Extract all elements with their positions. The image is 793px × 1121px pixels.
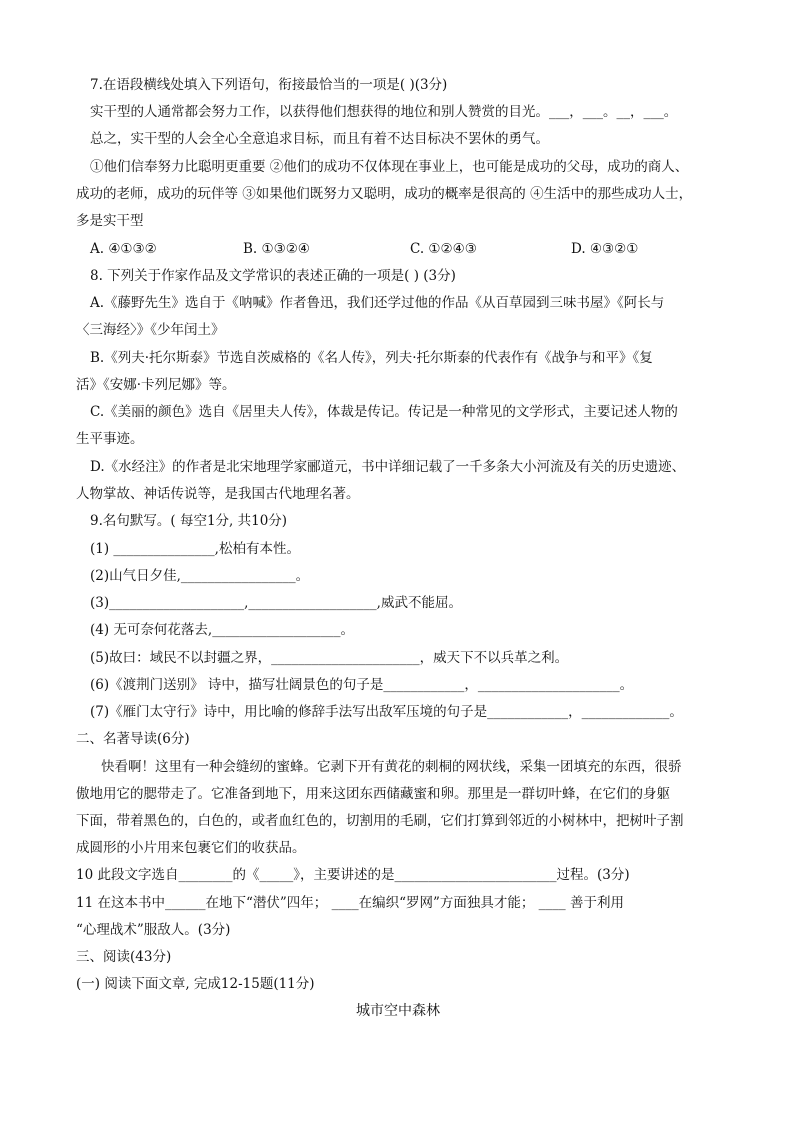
q9-item-5: (5)故曰：域民不以封疆之界，______________________，威天下不以兵革之利。 bbox=[90, 650, 569, 666]
q7-option-b: B. ①③②④ bbox=[243, 241, 310, 257]
q11-line-1: 11 在这本书中______在地下“潜伏”四年； ____在编织“罗网”方面独具才能； ____ 善于利用 bbox=[76, 895, 624, 911]
q8-option-d-line-1: D.《水经注》的作者是北宋地理学家郦道元，书中详细记载了一千多条大小河流及有关的历史遗迹、 bbox=[90, 459, 686, 475]
q7-option-c: C. ①②④③ bbox=[410, 241, 477, 257]
q9-item-4: (4) 无可奈何花落去,___________________。 bbox=[90, 622, 354, 638]
q10: 10 此段文字选自________的《_____》，主要讲述的是________________________过程。(3分) bbox=[76, 867, 630, 883]
q7-sentences-line-1: ①他们信奉努力比聪明更重要 ②他们的成功不仅体现在事业上，也可能是成功的父母，成功的商人、 bbox=[90, 159, 689, 175]
q9-item-1: (1) _______________,松柏有本性。 bbox=[90, 541, 300, 557]
q8-option-b-line-2: 活》《安娜·卡列尼娜》等。 bbox=[76, 377, 236, 393]
q8-stem: 8. 下列关于作家作品及文学常识的表述正确的一项是( ) (3分) bbox=[90, 268, 456, 284]
q7-stem: 7.在语段横线处填入下列语句，衔接最恰当的一项是( )(3分) bbox=[90, 77, 448, 93]
q7-option-a: A. ④①③② bbox=[90, 241, 157, 257]
q9-item-6: (6)《渡荆门送别》 诗中，描写壮阔景色的句子是____________，_____________________。 bbox=[90, 677, 634, 693]
q8-option-c-line-2: 生平事迹。 bbox=[76, 431, 144, 447]
section-2-para-line-2: 傲地用它的腮带走了。它准备到地下，用来这团东西储藏蜜和卵。那里是一群切叶蜂，在它们的身躯 bbox=[76, 786, 670, 802]
q7-passage-line-2: 总之，实干型的人会全心全意追求目标，而且有着不达目标决不罢休的勇气。 bbox=[90, 131, 549, 147]
section-2-heading: 二、名著导读(6分) bbox=[76, 731, 190, 747]
q8-option-b-line-1: B.《列夫·托尔斯泰》节选自茨威格的《名人传》，列夫·托尔斯泰的代表作有《战争与和平》《复 bbox=[90, 350, 653, 366]
q11-line-2: “心理战术”服敌人。(3分) bbox=[76, 922, 231, 938]
q7-option-d: D. ④③②① bbox=[571, 241, 639, 257]
q8-option-d-line-2: 人物掌故、神话传说等，是我国古代地理名著。 bbox=[76, 486, 360, 502]
q9-stem: 9.名句默写。( 每空1分, 共10分) bbox=[90, 513, 288, 529]
q9-item-2: (2)山气日夕佳,_________________。 bbox=[90, 568, 310, 584]
q7-sentences-line-3: 多是实干型 bbox=[76, 213, 144, 229]
section-2-para-line-1: 快看啊！这里有一种会缝纫的蜜蜂。它剥下开有黄花的刺桐的网状线，采集一团填充的东西，很骄 bbox=[101, 759, 682, 775]
q9-item-7: (7)《雁门太守行》诗中，用比喻的修辞手法写出敌军压境的句子是____________，_____________。 bbox=[90, 704, 683, 720]
q7-sentences-line-2: 成功的老师，成功的玩伴等 ③如果他们既努力又聪明，成功的概率是很高的 ④生活中的那些成功人士， bbox=[76, 186, 693, 202]
q8-option-c-line-1: C.《美丽的颜色》选自《居里夫人传》，体裁是传记。传记是一种常见的文学形式，主要记述人物的 bbox=[90, 404, 678, 420]
section-2-para-line-4: 成圆形的小片用来包裹它们的收获品。 bbox=[76, 840, 306, 856]
section-2-para-line-3: 下面，带着黑色的，白色的，或者血红色的，切割用的毛刷，它们打算到邻近的小树林中，把树叶子割 bbox=[76, 813, 684, 829]
q8-option-a-line-1: A.《藤野先生》选自于《呐喊》作者鲁迅，我们还学过他的作品《从百草园到三味书屋》《阿长与 bbox=[90, 295, 665, 311]
q7-passage-line-1: 实干型的人通常都会努力工作，以获得他们想获得的地位和别人赞赏的目光。___，___。__，___。 bbox=[90, 104, 678, 120]
article-title: 城市空中森林 bbox=[356, 1003, 440, 1019]
q8-option-a-line-2: 〈三海经〉》《少年闰土》 bbox=[76, 322, 225, 338]
section-3-subheading: (一) 阅读下面文章, 完成12-15题(11分) bbox=[76, 976, 315, 992]
section-3-heading: 三、阅读(43分) bbox=[76, 949, 172, 965]
q9-item-3: (3)____________________,___________________,威武不能屈。 bbox=[90, 595, 462, 611]
